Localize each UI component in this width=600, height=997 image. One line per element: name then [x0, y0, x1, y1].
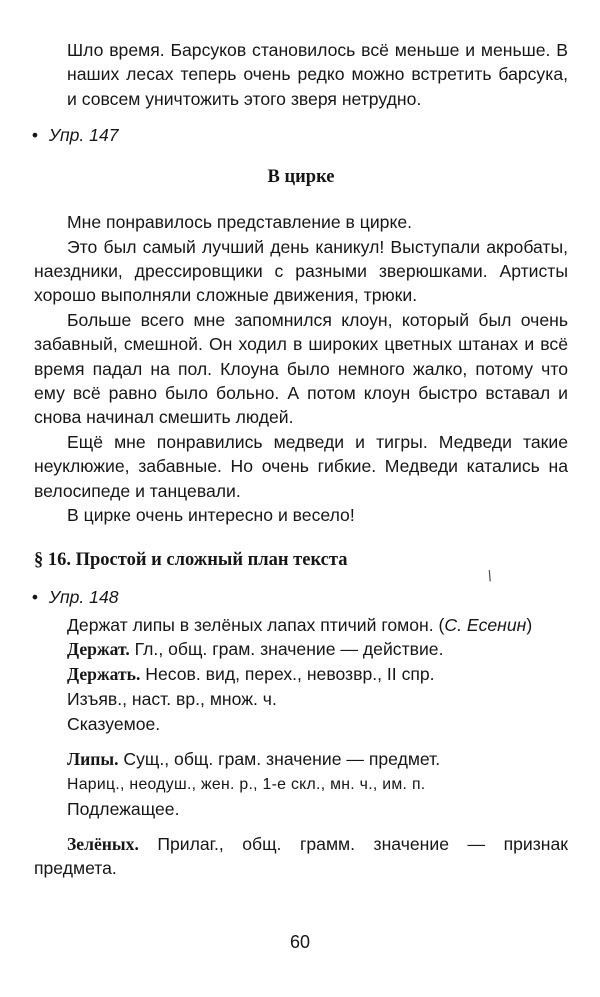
circus-paragraph-2: Это был самый лучший день каникул! Выступали акробаты, наездники, дрессировщики с разными зверюшками. Артисты хорошо выполняли сложные движения, трюки.	[34, 236, 568, 306]
zelenykh-line	[34, 832, 568, 881]
lipy-role: Подлежащее.	[67, 798, 180, 819]
intro-paragraph	[34, 38, 568, 111]
section-title: § 16. Простой и сложный план текста	[34, 549, 348, 570]
lipy-desc: Сущ., общ. грам. значение — предмет.	[118, 748, 441, 769]
derzhat-term: Держат.	[67, 638, 130, 659]
bullet-icon: •	[31, 586, 39, 607]
exercise-147-label	[31, 123, 568, 147]
example-sentence	[34, 613, 568, 637]
example-sentence-text: Держат липы в зелёных лапах птичий гомон. (	[67, 614, 445, 635]
circus-title: В цирке	[267, 167, 335, 188]
lipy-form: Нариц., неодуш., жен. р., 1-е скл., мн. ч., им. п.	[67, 775, 426, 793]
example-author: С. Есенин	[444, 614, 527, 635]
zelenykh-desc: Прилаг., общ. грамм. значение — признак предмета.	[34, 833, 568, 879]
derzhat-inf-desc: Несов. вид, перех., невозвр., II спр.	[140, 663, 435, 684]
page-number: 60	[289, 932, 311, 952]
exercise-147-text: Упр. 147	[48, 125, 119, 146]
derzhat-role: Сказуемое.	[67, 713, 161, 734]
derzhat-form: Изъяв., наст. вр., множ. ч.	[67, 688, 277, 709]
circus-paragraph-4: Ещё мне понравились медведи и тигры. Медведи такие неуклюжие, забавные. Но очень гибкие. Медведи катались на велосипеде и танцевали.	[34, 431, 568, 501]
derzhat-desc: Гл., общ. грам. значение — действие.	[129, 638, 444, 659]
check-mark-icon: /	[485, 567, 495, 586]
example-sentence-end: )	[526, 614, 533, 635]
intro-text: Шло время. Барсуков становилось всё меньше и меньше. В наших лесах теперь очень редко можно встретить барсука, и совсем уничтожить этого зверя нетрудно.	[67, 40, 568, 109]
lipy-line	[34, 747, 568, 772]
derzhat-inf-line	[34, 662, 568, 687]
lipy-term: Липы.	[67, 748, 119, 769]
circus-paragraph-3: Больше всего мне запомнился клоун, который был очень забавный, смешной. Он ходил в широких цветных штанах и всё время падал на пол. Клоуна было немного жалко, потому что ему всё равно было больно. А потом клоун быстро вставал и снова начинал смешить людей.	[34, 309, 568, 428]
exercise-148-label	[31, 585, 568, 609]
circus-paragraph-5: В цирке очень интересно и весело!	[67, 505, 355, 526]
circus-paragraph-1: Мне понравилось представление в цирке.	[67, 212, 413, 233]
derzhat-inf-term: Держать.	[67, 663, 141, 684]
derzhat-line	[34, 637, 568, 662]
zelenykh-term: Зелёных.	[67, 833, 139, 854]
page-body	[31, 38, 568, 881]
exercise-148-text: Упр. 148	[48, 586, 119, 607]
bullet-icon: •	[31, 125, 39, 146]
